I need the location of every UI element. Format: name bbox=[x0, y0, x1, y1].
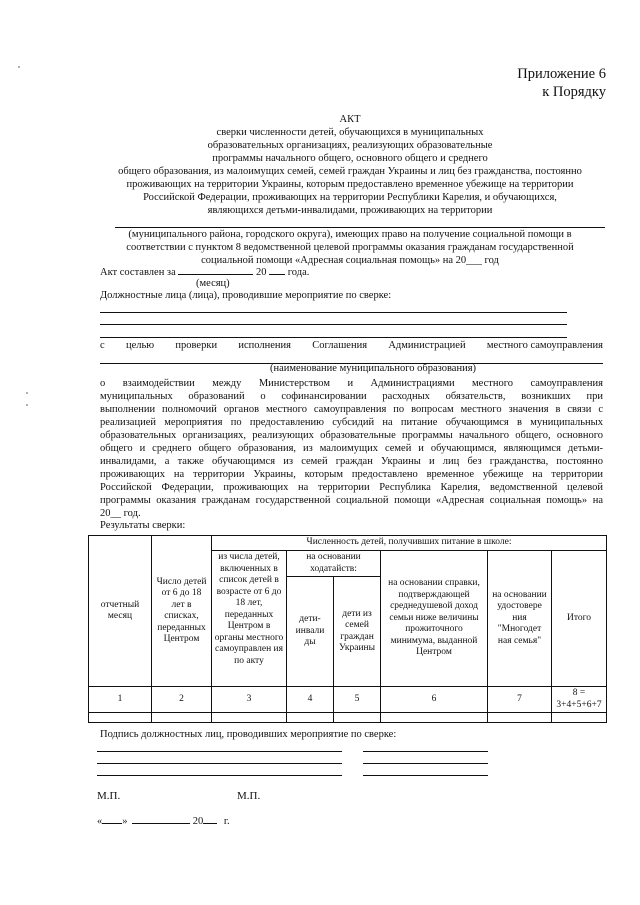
signature-line-left-3[interactable] bbox=[97, 775, 342, 776]
body-line: выполнении полномочий органов местного самоуправления по вопросам местного значения в связи с bbox=[100, 404, 603, 415]
month-fill[interactable] bbox=[178, 265, 253, 275]
stamp-right: М.П. bbox=[237, 790, 261, 802]
compiled-year: 20 bbox=[256, 267, 267, 278]
body-line: общего и среднего общего образования, из малоимущих семей и обучающимся, являющимся детьми- bbox=[100, 443, 603, 454]
column-total-formula: 8 = 3+4+5+6+7 bbox=[552, 687, 607, 713]
body-name-hint: (наименование муниципального образования) bbox=[270, 363, 477, 374]
table-cell[interactable] bbox=[488, 713, 552, 723]
purpose-word: исполнения bbox=[238, 340, 291, 351]
act-title: АКТ bbox=[339, 114, 361, 125]
header-disabled: дети-инвали ды bbox=[287, 577, 334, 687]
header-month: отчетный месяц bbox=[89, 536, 152, 687]
results-label: Результаты сверки: bbox=[100, 520, 186, 531]
column-number: 4 bbox=[287, 687, 334, 713]
body-line: проживающих на территории Украины, которым предоставлено временное убежище на территории bbox=[100, 469, 603, 480]
column-number: 6 bbox=[381, 687, 488, 713]
signature-line-right-1[interactable] bbox=[363, 751, 488, 752]
signature-line-right-3[interactable] bbox=[363, 775, 488, 776]
year-fill[interactable] bbox=[269, 265, 285, 275]
header-ukraine: дети из семей граждан Украины bbox=[334, 577, 381, 687]
signature-line-left-2[interactable] bbox=[97, 763, 342, 764]
body-line: инвалидами, а также обучающимся из семей граждан Украины и лиц без гражданства, постоянно bbox=[100, 456, 603, 467]
stamp-left: М.П. bbox=[97, 790, 121, 802]
compiled-row bbox=[100, 265, 309, 278]
purpose-row bbox=[100, 340, 603, 351]
month-hint: (месяц) bbox=[196, 278, 230, 289]
municipality-line-1: (муниципального района, городского округа), имеющих право на получение социальной помощи в bbox=[128, 229, 572, 240]
date-day-fill[interactable] bbox=[102, 814, 122, 824]
officials-line-3[interactable] bbox=[100, 337, 567, 338]
scan-mark bbox=[26, 404, 28, 406]
appendix-order: к Порядку bbox=[542, 84, 606, 100]
header-certificate: на основании справки, подтверждающей среднедушевой доход семьи ниже величины прожиточного минимума, выданной Центром bbox=[381, 551, 488, 687]
act-subtitle-5: проживающих на территории Украины, которым предоставлено временное убежище на территории bbox=[126, 179, 574, 190]
table-cell[interactable] bbox=[212, 713, 287, 723]
signature-line-right-2[interactable] bbox=[363, 763, 488, 764]
compiled-prefix: Акт составлен за bbox=[100, 267, 176, 278]
act-subtitle-3: программы начального общего, основного общего и среднего bbox=[212, 153, 488, 164]
body-line: реализацией мероприятия по предоставлению субсидий на питание обучающимся в муниципальных bbox=[100, 417, 603, 428]
header-large-family: на основании удостовере ния "Многодет ная семья" bbox=[488, 551, 552, 687]
date-close-quote: » bbox=[122, 816, 128, 827]
purpose-word: целью bbox=[125, 340, 155, 351]
scan-mark bbox=[18, 66, 20, 68]
date-suffix: г. bbox=[223, 816, 230, 827]
table-cell[interactable] bbox=[152, 713, 212, 723]
body-line: муниципальных образований о софинансировании расходных обязательств, возникших при bbox=[100, 391, 603, 402]
date-row bbox=[97, 814, 230, 827]
header-group-fed: Численность детей, получивших питание в школе: bbox=[212, 536, 607, 551]
results-table bbox=[88, 535, 607, 723]
body-line: о взаимодействии между Министерством и Администрациями местного самоуправления bbox=[100, 378, 603, 389]
act-subtitle-7: являющихся детьми-инвалидами, проживающих на территории bbox=[207, 205, 493, 216]
act-subtitle-2: образовательных организациях, реализующих образовательные bbox=[207, 140, 493, 151]
table-cell[interactable] bbox=[334, 713, 381, 723]
purpose-word: с bbox=[100, 340, 105, 351]
purpose-word: местного самоуправления bbox=[486, 340, 603, 351]
header-of-included: из числа детей, включенных в список детей в возрасте от 6 до 18 лет, переданных Центром в органы местного самоуправлен ия по акту bbox=[212, 551, 287, 687]
officials-line-1[interactable] bbox=[100, 312, 567, 313]
act-subtitle-6: Российской Федерации, проживающих на территории Республики Карелия, и обучающихся, bbox=[143, 192, 557, 203]
table-cell[interactable] bbox=[287, 713, 334, 723]
municipality-line-3: социальной помощи «Адресная социальная помощь» на 20___ год bbox=[201, 255, 499, 266]
table-cell[interactable] bbox=[552, 713, 607, 723]
act-subtitle-1: сверки численности детей, обучающихся в муниципальных bbox=[216, 127, 484, 138]
date-month-fill[interactable] bbox=[132, 814, 190, 824]
column-number: 3 bbox=[212, 687, 287, 713]
body-line: Российской Федерации, проживающих на территории Республика Карелия, ведомственной целевой bbox=[100, 482, 603, 493]
scan-mark bbox=[26, 392, 28, 394]
column-number: 7 bbox=[488, 687, 552, 713]
date-open-quote: « bbox=[97, 816, 103, 827]
date-year-fill[interactable] bbox=[203, 814, 217, 824]
column-number: 5 bbox=[334, 687, 381, 713]
purpose-word: Администрацией bbox=[388, 340, 466, 351]
body-line: 20__ год. bbox=[100, 508, 141, 519]
purpose-word: проверки bbox=[175, 340, 218, 351]
table-cell[interactable] bbox=[381, 713, 488, 723]
appendix-number: Приложение 6 bbox=[517, 66, 606, 82]
act-subtitle-4: общего образования, из малоимущих семей, семей граждан Украины и лиц без гражданства, постоянно bbox=[118, 166, 582, 177]
column-number: 1 bbox=[89, 687, 152, 713]
table-cell[interactable] bbox=[89, 713, 152, 723]
body-paragraph bbox=[100, 377, 603, 520]
header-children-count: Число детей от 6 до 18 лет в списках, переданных Центром bbox=[152, 536, 212, 687]
header-total: Итого bbox=[552, 551, 607, 687]
column-number: 2 bbox=[152, 687, 212, 713]
header-petitions: на основании ходатайств: bbox=[287, 551, 381, 577]
officials-label: Должностные лица (лица), проводившие мероприятие по сверке: bbox=[100, 290, 392, 301]
compiled-suffix: года. bbox=[287, 267, 310, 278]
municipality-line-2: соответствии с пунктом 8 ведомственной целевой программы оказания гражданам государственной bbox=[126, 242, 574, 253]
date-year: 20 bbox=[192, 816, 204, 827]
officials-line-2[interactable] bbox=[100, 324, 567, 325]
purpose-word: Соглашения bbox=[312, 340, 368, 351]
body-line: образовательных организациях, реализующих образовательные программы начального общего, основного bbox=[100, 430, 603, 441]
body-line: программы оказания гражданам государственной социальной помощи «Адресная социальная помощь» на bbox=[100, 495, 603, 506]
signature-line-left-1[interactable] bbox=[97, 751, 342, 752]
signature-label: Подпись должностных лиц, проводивших мероприятие по сверке: bbox=[100, 729, 397, 740]
